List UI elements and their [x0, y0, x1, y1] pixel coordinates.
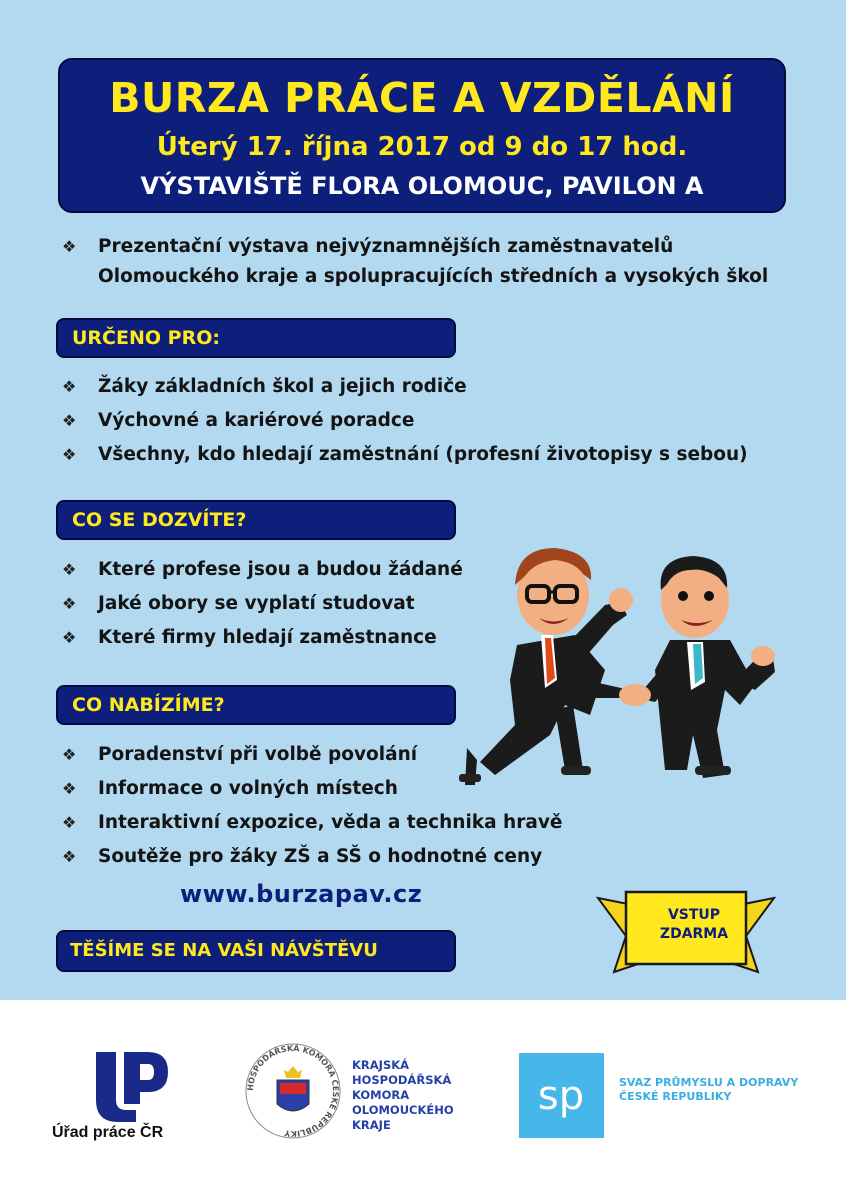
list-item: ❖ Soutěže pro žáky ZŠ a SŠ o hodnotné ceny	[62, 846, 543, 867]
list-item: ❖ Které firmy hledají zaměstnance	[62, 627, 437, 648]
list-item: ❖ Žáky základních škol a jejich rodiče	[62, 376, 467, 397]
intro-line-2: Olomouckého kraje a spolupracujících středních a vysokých škol	[98, 266, 769, 287]
bullet-icon: ❖	[62, 745, 77, 764]
bullet-icon: ❖	[62, 594, 77, 613]
list-item: ❖ Všechny, kdo hledají zaměstnání (profesní životopisy s sebou)	[62, 444, 748, 465]
bullet-icon: ❖	[62, 847, 77, 866]
section-header-target-audience: URČENO PRO:	[56, 318, 456, 358]
list-item: ❖ Které profese jsou a budou žádané	[62, 559, 463, 580]
list-item: ❖ Poradenství při volbě povolání	[62, 744, 418, 765]
list-item: ❖ Jaké obory se vyplatí studovat	[62, 593, 415, 614]
bullet-icon: ❖	[62, 237, 77, 256]
svg-text:sp: sp	[537, 1073, 585, 1119]
sp-name: SVAZ PRŮMYSLU A DOPRAVY ČESKÉ REPUBLIKY	[619, 1076, 799, 1103]
bullet-icon: ❖	[62, 779, 77, 798]
bullet-icon: ❖	[62, 628, 77, 647]
section-header-what-we-offer: CO NABÍZÍME?	[56, 685, 456, 725]
intro-item	[62, 236, 673, 257]
bullet-icon: ❖	[62, 377, 77, 396]
urad-prace-logo-icon	[90, 1048, 172, 1126]
website-link[interactable]: www.burzapav.cz	[180, 880, 423, 908]
welcome-banner: TĚŠÍME SE NA VAŠI NÁVŠTĚVU	[56, 930, 456, 972]
event-venue: VÝSTAVIŠTĚ FLORA OLOMOUC, PAVILON A	[140, 172, 704, 200]
bullet-icon: ❖	[62, 813, 77, 832]
urad-prace-label: Úřad práce ČR	[52, 1124, 164, 1141]
list-item: ❖ Informace o volných místech	[62, 778, 398, 799]
event-title: BURZA PRÁCE A VZDĚLÁNÍ	[109, 74, 735, 122]
event-header	[58, 58, 786, 213]
khk-seal-icon	[244, 1042, 342, 1140]
sp-logo-icon	[519, 1053, 604, 1138]
bullet-icon: ❖	[62, 560, 77, 579]
bullet-icon: ❖	[62, 411, 77, 430]
event-date: Úterý 17. října 2017 od 9 do 17 hod.	[156, 132, 688, 162]
khk-name: KRAJSKÁ HOSPODÁŘSKÁ KOMORA OLOMOUCKÉHO KRAJE	[352, 1058, 454, 1132]
handshake-illustration	[455, 530, 795, 790]
list-item: ❖ Interaktivní expozice, věda a technika hravě	[62, 812, 563, 833]
svg-text:HOSPODÁŘSKÁ KOMORA ČESKÉ REPUB: HOSPODÁŘSKÁ KOMORA ČESKÉ REPUBLIKY	[245, 1043, 341, 1139]
free-entry-text: VSTUP ZDARMA	[659, 907, 729, 942]
bullet-icon: ❖	[62, 445, 77, 464]
list-item: ❖ Výchovné a kariérové poradce	[62, 410, 415, 431]
intro-line-1: Prezentační výstava nejvýznamnějších zaměstnavatelů	[98, 236, 674, 257]
section-header-what-you-learn: CO SE DOZVÍTE?	[56, 500, 456, 540]
